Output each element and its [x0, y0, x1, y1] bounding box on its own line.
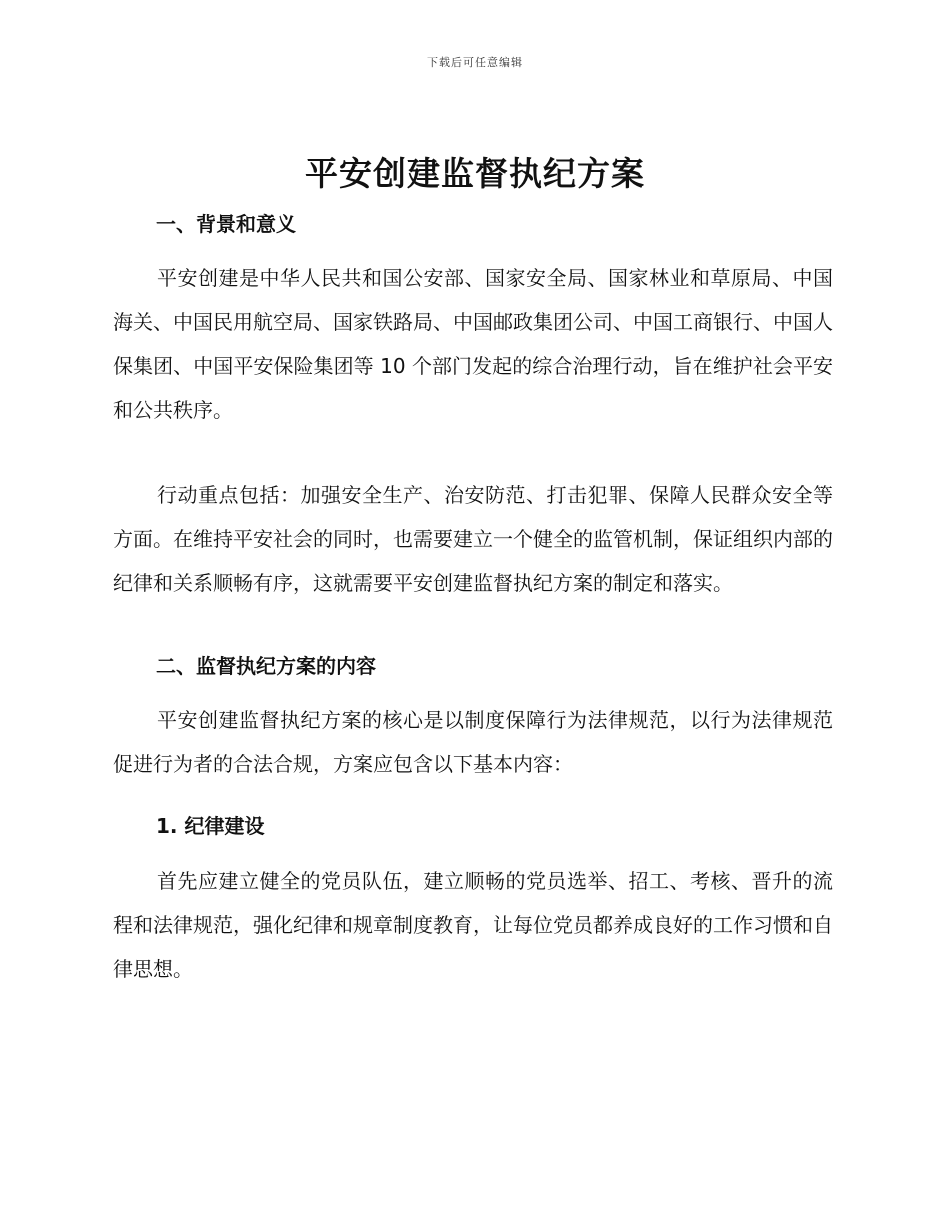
paragraph-core: 平安创建监督执纪方案的核心是以制度保障行为法律规范，以行为法律规范促进行为者的合法合规，方案应包含以下基本内容：	[113, 708, 833, 776]
subsection-heading-discipline: 1. 纪律建设	[156, 814, 265, 838]
paragraph-background: 平安创建是中华人民共和国公安部、国家安全局、国家林业和草原局、中国海关、中国民用航空局、国家铁路局、中国邮政集团公司、中国工商银行、中国人保集团、中国平安保险集团等 10 个部门发起的综合治理行动，旨在维护社会平安和公共秩序。	[113, 266, 833, 422]
header-note: 下载后可任意编辑	[427, 56, 523, 69]
section-heading-content: 二、监督执纪方案的内容	[156, 654, 376, 678]
paragraph-action-focus: 行动重点包括：加强安全生产、治安防范、打击犯罪、保障人民群众安全等方面。在维持平安社会的同时，也需要建立一个健全的监管机制，保证组织内部的纪律和关系顺畅有序，这就需要平安创建监督执纪方案的制定和落实。	[113, 483, 833, 595]
section-heading-background: 一、背景和意义	[156, 212, 296, 236]
paragraph-discipline: 首先应建立健全的党员队伍，建立顺畅的党员选举、招工、考核、晋升的流程和法律规范，强化纪律和规章制度教育，让每位党员都养成良好的工作习惯和自律思想。	[113, 869, 833, 981]
document-title: 平安创建监督执纪方案	[305, 154, 645, 193]
